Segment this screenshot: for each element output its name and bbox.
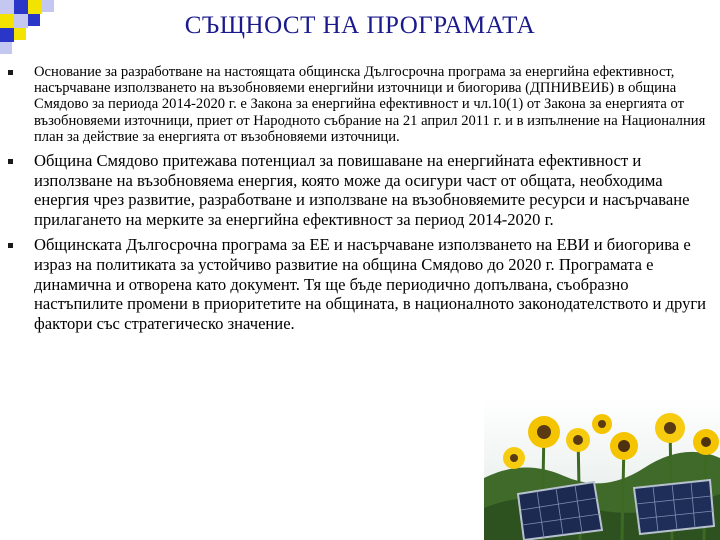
bullet-text: Община Смядово притежава потенциал за повишаване на енергийната ефективност и използване на възобновяема енергия, която може да осигури част от общата, необходима енергия чрез развитие, разработване и използване на възобновяемите ресурси и насърчаване прилагането на мерките за енергийна ефективност за период 2014-2020 г. [34,151,690,229]
sunflowers-solar-panels-icon [484,398,720,540]
bullet-list [8,64,708,333]
bullet-item [8,64,708,145]
bullet-item [8,151,708,229]
bullet-square-icon [8,70,13,75]
bullet-text: Основание за разработване на настоящата общинска Дългосрочна програма за енергийна ефективност, насърчаване използването на възобновяеми енергийни източници и биогорива (ДПНИВЕИБ) в община Смядово за периода 2014-2020 г. е Закона за енергийна ефективност и чл.10(1) от Закона за енергията от възобновяеми източници, приет от Народното събрание на 21 април 2011 г. и в изпълнение на Националния план за действие за енергията от възобновяеми източници. [34,64,706,145]
bullet-text: Общинската Дългосрочна програма за ЕЕ и насърчаване използването на ЕВИ и биогорива е израз на политиката за устойчиво развитие на община Смядово до 2020 г. Програмата е динамична и отворена като документ. Тя ще бъде периодично допълвана, съобразно настъпилите промени в приоритетите на общината, в националното законодателството и други фактори със стратегическо значение. [34,235,707,333]
bullet-square-icon [8,243,13,248]
bullet-item [8,235,708,333]
page-title: СЪЩНОСТ НА ПРОГРАМАТА [184,12,536,39]
bullet-square-icon [8,159,13,164]
